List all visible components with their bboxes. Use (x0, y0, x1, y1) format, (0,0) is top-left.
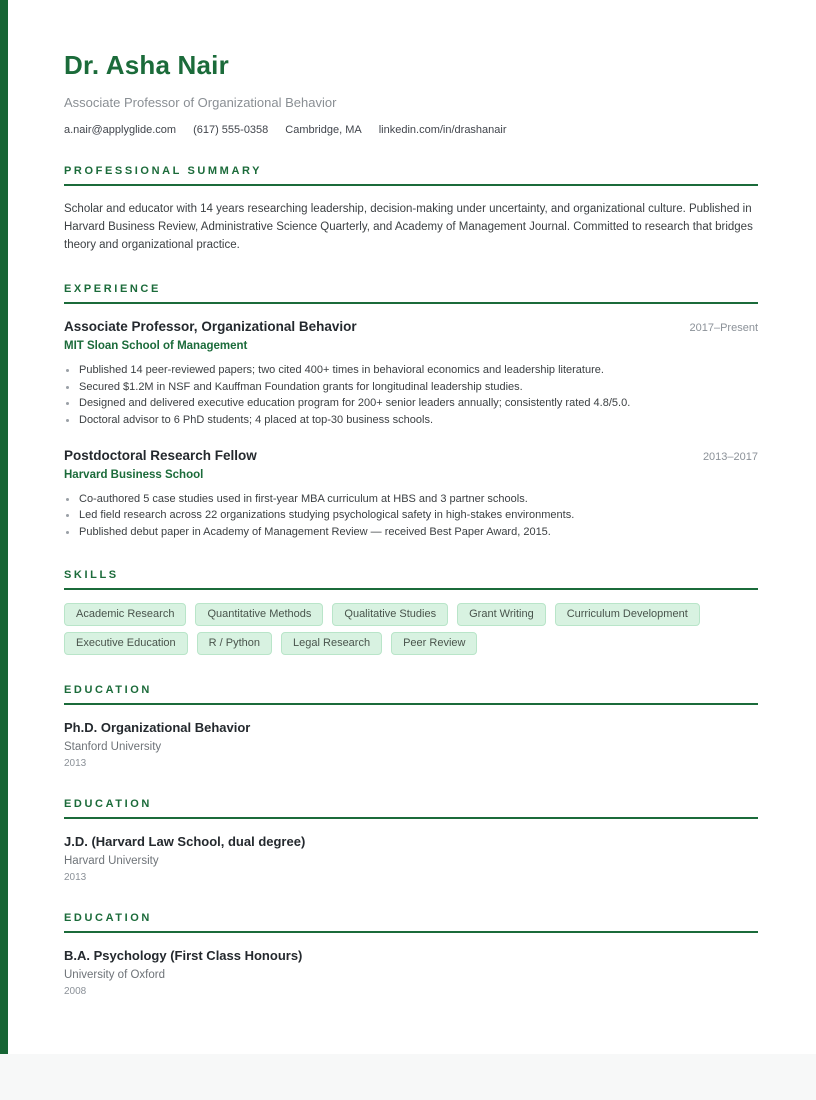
job-header (64, 448, 758, 463)
person-title: Associate Professor of Organizational Behavior (64, 95, 337, 111)
education-year: 2008 (64, 986, 87, 998)
education-school: Harvard University (64, 855, 159, 868)
education-degree: Ph.D. Organizational Behavior (64, 720, 251, 736)
contact-linkedin: linkedin.com/in/drashanair (378, 124, 507, 137)
skill-chip: Legal Research (281, 632, 382, 655)
job-bullet: Published debut paper in Academy of Management Review — received Best Paper Award, 2015. (64, 524, 758, 541)
job-entry (64, 319, 758, 428)
skill-chip: Grant Writing (457, 603, 546, 626)
job-bullet: Published 14 peer-reviewed papers; two cited 400+ times in behavioral economics and leadership literature. (64, 362, 758, 379)
skill-chip: Academic Research (64, 603, 186, 626)
skill-chip: Curriculum Development (555, 603, 700, 626)
job-dates: 2017–Present (689, 322, 758, 335)
skill-chip: Peer Review (391, 632, 477, 655)
section-rule (64, 931, 758, 933)
skills-chip-list (64, 603, 758, 655)
contact-location: Cambridge, MA (285, 124, 362, 137)
job-bullets (64, 491, 758, 541)
job-entry (64, 448, 758, 541)
job-title: Associate Professor, Organizational Behavior (64, 319, 357, 335)
skill-chip: Executive Education (64, 632, 188, 655)
section-experience (64, 283, 758, 540)
job-bullet: Led field research across 22 organizations studying psychological safety in high-stakes environments. (64, 507, 758, 524)
section-skills (64, 569, 758, 655)
section-summary (64, 165, 758, 254)
job-bullet: Secured $1.2M in NSF and Kauffman Foundation grants for longitudinal leadership studies. (64, 379, 758, 396)
education-year: 2013 (64, 758, 87, 770)
contact-row (64, 124, 758, 136)
skill-chip: Qualitative Studies (332, 603, 448, 626)
section-rule (64, 817, 758, 819)
page-background-area (0, 1054, 816, 1100)
job-bullets (64, 362, 758, 428)
education-degree: J.D. (Harvard Law School, dual degree) (64, 834, 306, 850)
skill-chip: Quantitative Methods (195, 603, 323, 626)
job-header (64, 319, 758, 334)
education-heading: EDUCATION (64, 912, 152, 925)
job-company: Harvard Business School (64, 468, 204, 481)
section-rule (64, 302, 758, 304)
job-company: MIT Sloan School of Management (64, 340, 248, 353)
section-rule (64, 588, 758, 590)
summary-heading: PROFESSIONAL SUMMARY (64, 165, 263, 178)
contact-phone: (617) 555-0358 (193, 124, 269, 137)
skills-heading: SKILLS (64, 569, 119, 582)
section-education-3 (64, 912, 758, 997)
skill-chip: R / Python (197, 632, 272, 655)
section-education-2 (64, 798, 758, 883)
job-bullet: Co-authored 5 case studies used in first-year MBA curriculum at HBS and 3 partner schools. (64, 491, 758, 508)
job-title: Postdoctoral Research Fellow (64, 447, 257, 463)
job-dates: 2013–2017 (702, 450, 758, 463)
education-heading: EDUCATION (64, 684, 152, 697)
section-rule (64, 703, 758, 705)
education-year: 2013 (64, 872, 87, 884)
person-name: Dr. Asha Nair (64, 50, 229, 80)
section-education-1 (64, 684, 758, 769)
experience-heading: EXPERIENCE (64, 283, 161, 296)
section-rule (64, 184, 758, 186)
education-school: Stanford University (64, 741, 162, 754)
education-degree: B.A. Psychology (First Class Honours) (64, 948, 303, 964)
summary-text: Scholar and educator with 14 years researching leadership, decision-making under uncertainty, and organizational culture. Published in Harvard Business Review, Administrative Science Quarterly, and Academy of Management Journal. Committed to research that bridges theory and organizational practice. (64, 203, 753, 252)
job-bullet: Designed and delivered executive education program for 200+ senior leaders annually; consistently rated 4.8/5.0. (64, 395, 758, 412)
education-school: University of Oxford (64, 969, 165, 982)
contact-email: a.nair@applyglide.com (64, 124, 177, 137)
job-bullet: Doctoral advisor to 6 PhD students; 4 placed at top-30 business schools. (64, 412, 758, 429)
education-heading: EDUCATION (64, 798, 152, 811)
